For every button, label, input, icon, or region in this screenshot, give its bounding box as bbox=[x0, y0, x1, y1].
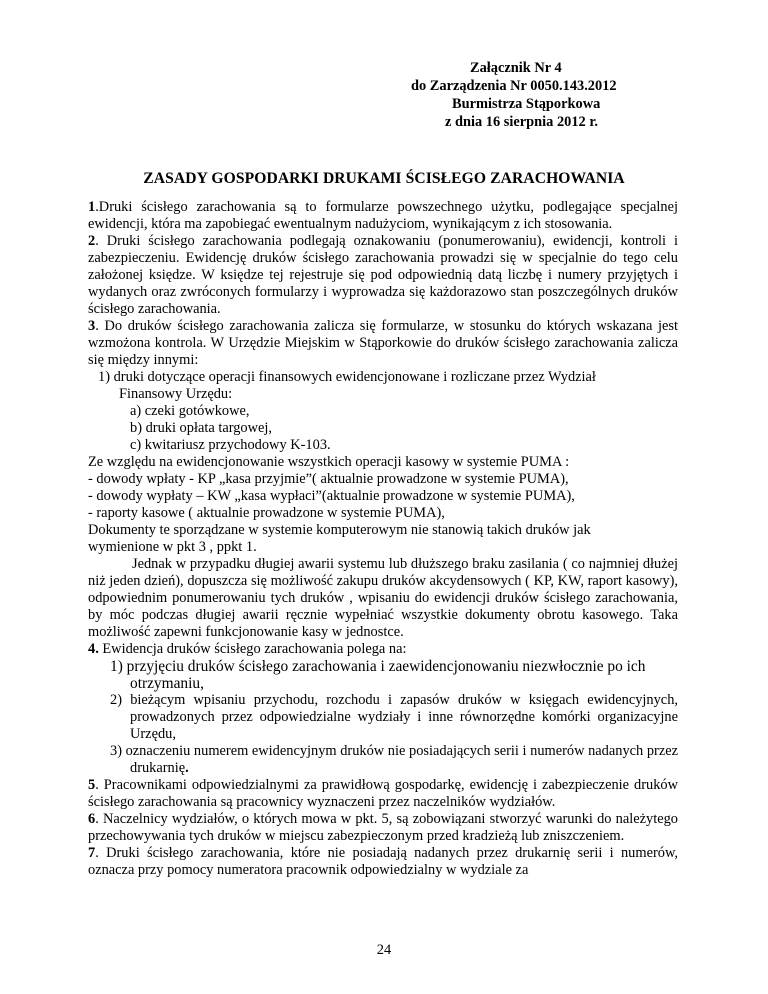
section-4 bbox=[88, 641, 678, 658]
puma-item-2: - dowody wypłaty – KW „kasa wypłaci”(aktualnie prowadzone w systemie PUMA), bbox=[88, 488, 575, 504]
section-5-number: 5 bbox=[88, 777, 96, 793]
section-2 bbox=[88, 233, 678, 318]
header-line-attachment: Załącznik Nr 4 bbox=[470, 60, 562, 76]
docs-note-line-1: Dokumenty te sporządzane w systemie komputerowym nie stanowią takich druków jak bbox=[88, 522, 591, 538]
section-3-item-b: b) druki opłata targowej, bbox=[130, 420, 273, 436]
section-3-item-c: c) kwitariusz przychodowy K-103. bbox=[130, 437, 331, 453]
page-number: 24 bbox=[376, 942, 392, 958]
header-line-mayor: Burmistrza Stąporkowa bbox=[452, 96, 601, 112]
section-4-item-3-text: 3) oznaczeniu numerem ewidencyjnym druków nie posiadających serii i numerów nadanych przez drukarnię bbox=[110, 743, 678, 776]
section-7-number: 7 bbox=[88, 845, 96, 861]
section-7 bbox=[88, 845, 678, 879]
header-line-ordinance: do Zarządzenia Nr 0050.143.2012 bbox=[411, 78, 617, 94]
section-1-number: 1 bbox=[88, 199, 96, 215]
section-4-item-1: 1) przyjęciu druków ścisłego zarachowania i zaewidencjonowaniu niezwłocznie po ich otrzymaniu, bbox=[110, 658, 646, 692]
document-body bbox=[88, 199, 678, 879]
section-6 bbox=[88, 811, 678, 845]
section-6-number: 6 bbox=[88, 811, 96, 827]
section-6-text: . Naczelnicy wydziałów, o których mowa w pkt. 5, są zobowiązani stworzyć warunki do należytego przechowywania tych druków w miejscu zabezpieczonym przed kradzieżą lub zniszczeniem. bbox=[88, 811, 678, 844]
document-title: ZASADY GOSPODARKI DRUKAMI ŚCISŁEGO ZARACHOWANIA bbox=[143, 170, 625, 187]
section-1-text: .Druki ścisłego zarachowania są to formularze powszechnego użytku, podlegające specjalnej ewidencji, która ma zapobiegać ewentualnym nadużyciom, wynikającym z ich stosowania. bbox=[88, 199, 678, 232]
section-4-item-3-end: . bbox=[185, 760, 189, 776]
section-3-item-1-cont: Finansowy Urzędu: bbox=[119, 386, 233, 402]
section-2-number: 2 bbox=[88, 233, 96, 249]
section-4-text: Ewidencja druków ścisłego zarachowania polega na: bbox=[98, 641, 407, 657]
section-5-text: . Pracownikami odpowiedzialnymi za prawidłową gospodarkę, ewidencję i zabezpieczenie druków ścisłego zarachowania są pracownicy wyznaczeni przez naczelników wydziałów. bbox=[88, 777, 678, 810]
section-5 bbox=[88, 777, 678, 811]
docs-note-line-2: wymienione w pkt 3 , ppkt 1. bbox=[88, 539, 257, 555]
header-line-date: z dnia 16 sierpnia 2012 r. bbox=[445, 114, 598, 130]
section-3-item-a: a) czeki gotówkowe, bbox=[130, 403, 250, 419]
section-3-text: . Do druków ścisłego zarachowania zalicza się formularze, w stosunku do których wskazana jest wzmożona kontrola. W Urzędzie Miejskim w Stąporkowie do druków ścisłego zarachowania zalicza się między innymi: bbox=[88, 318, 678, 368]
section-4-item-3 bbox=[88, 743, 678, 777]
section-4-number: 4. bbox=[88, 641, 99, 657]
section-3 bbox=[88, 318, 678, 369]
puma-item-1: - dowody wpłaty - KP „kasa przyjmie”( aktualnie prowadzone w systemie PUMA), bbox=[88, 471, 569, 487]
puma-item-3: - raporty kasowe ( aktualnie prowadzone w systemie PUMA), bbox=[88, 505, 445, 521]
section-7-text: . Druki ścisłego zarachowania, które nie posiadają nadanych przez drukarnię serii i numerów, oznacza przy pomocy numeratora pracownik odpowiedzialny w wydziale za bbox=[88, 845, 678, 878]
failure-paragraph: Jednak w przypadku długiej awarii systemu lub dłuższego braku zasilania ( co najmniej dłużej niż jeden dzień), dopuszcza się możliwość zakupu druków akcydensowych ( KP, KW, raport kasowy), odpowiednim ponumerowaniu tych druków , wpisaniu do ewidencji druków ścisłego zarachowania, by móc podczas długiej awarii ręcznie wypełniać wszystkie dokumenty obrotu kasowego. Taka możliwość zapewni funkcjonowanie kasy w jednostce. bbox=[88, 556, 678, 640]
section-3-item-1: 1) druki dotyczące operacji finansowych ewidencjonowane i rozliczane przez Wydział bbox=[98, 369, 596, 385]
section-3-number: 3 bbox=[88, 318, 96, 334]
section-4-item-2: 2) bieżącym wpisaniu przychodu, rozchodu i zapasów druków w księgach ewidencyjnych, prowadzonych przez odpowiedzialne wydziały i inne równorzędne komórki organizacyjne Urzędu, bbox=[110, 692, 678, 742]
section-1 bbox=[88, 199, 678, 233]
puma-intro: Ze względu na ewidencjonowanie wszystkich operacji kasowy w systemie PUMA : bbox=[88, 454, 570, 470]
section-2-text: . Druki ścisłego zarachowania podlegają oznakowaniu (ponumerowaniu), ewidencji, kontroli i zabezpieczeniu. Ewidencję druków ścisłego zarachowania prowadzi się w specjalnie do tego celu założonej księdze. W księdze tej rejestruje się pod odpowiednią datą liczbę i numery przyjętych i wydanych oraz zwróconych formularzy i wyprowadza się każdorazowo stan poszczególnych druków ścisłego zarachowania. bbox=[88, 233, 678, 317]
